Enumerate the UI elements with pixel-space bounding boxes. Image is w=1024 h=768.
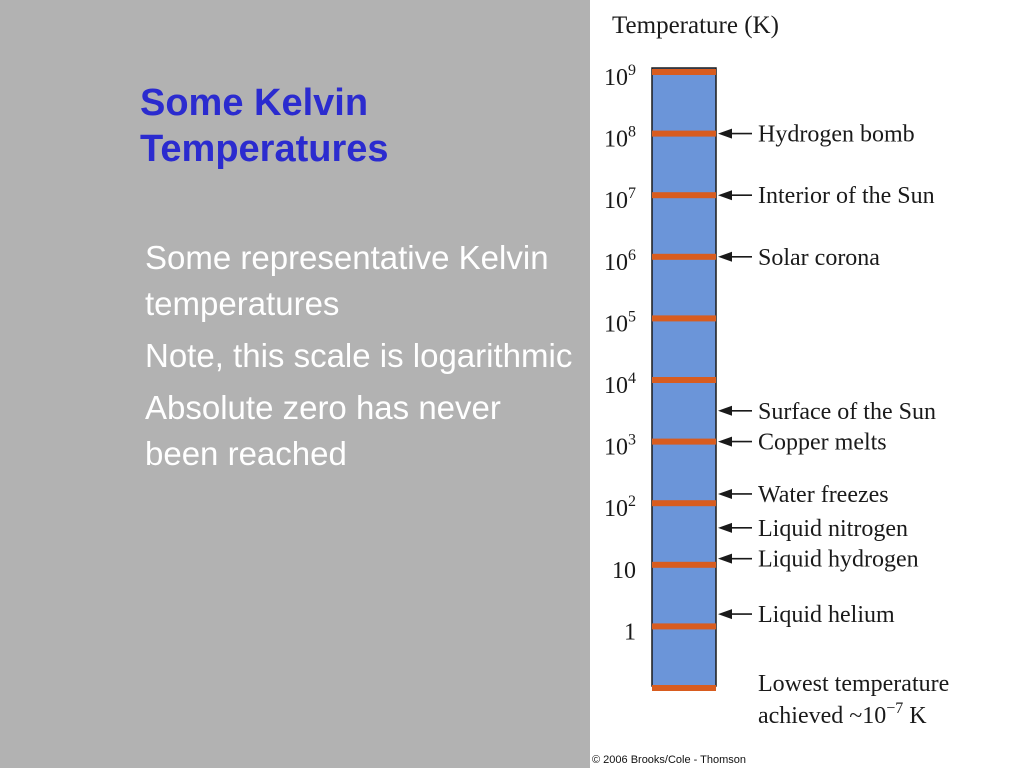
arrow-head-icon <box>718 406 732 416</box>
arrow-head-icon <box>718 252 732 262</box>
marker <box>718 602 895 628</box>
arrow-head-icon <box>718 489 732 499</box>
tick-label: $10^2$ <box>604 493 636 523</box>
marker-label: Water freezes <box>758 481 889 508</box>
temperature-scale-diagram <box>590 0 1024 768</box>
tick-band <box>652 500 716 506</box>
tick-band <box>652 315 716 321</box>
tick-band <box>652 439 716 445</box>
marker-label: Copper melts <box>758 429 887 456</box>
tick-band <box>652 131 716 137</box>
tick-label: $10^3$ <box>604 431 636 461</box>
marker <box>718 516 908 542</box>
marker <box>718 183 935 209</box>
axis-title: Temperature (K) <box>612 12 779 39</box>
tick-label: $10^5$ <box>604 308 636 338</box>
arrow-head-icon <box>718 523 732 533</box>
marker-label: Liquid helium <box>758 602 895 629</box>
tick-band <box>652 377 716 383</box>
arrow-head-icon <box>718 609 732 619</box>
tick-band <box>652 562 716 568</box>
tick-band <box>652 685 716 691</box>
marker <box>718 547 919 573</box>
tick-label: $10^4$ <box>604 370 636 399</box>
marker-label: Surface of the Sun <box>758 398 936 425</box>
slide-title: Some Kelvin Temperatures <box>140 82 389 170</box>
marker-label: Solar corona <box>758 244 880 271</box>
arrow-head-icon <box>718 190 732 200</box>
marker-label: Interior of the Sun <box>758 183 935 210</box>
arrow-head-icon <box>718 129 732 139</box>
tick-band <box>652 254 716 260</box>
bullet-item: Absolute zero has never been reached <box>145 389 501 472</box>
arrow-head-icon <box>718 437 732 447</box>
temperature-scale-svg <box>590 0 1024 768</box>
arrow-head-icon <box>718 554 732 564</box>
tick-label: $10^6$ <box>604 246 636 276</box>
tick-band <box>652 192 716 198</box>
marker-label: Liquid hydrogen <box>758 546 919 573</box>
tick-band <box>652 623 716 629</box>
marker <box>718 482 889 508</box>
tick-label: 1 <box>624 619 636 646</box>
bullet-item: Some representative Kelvin temperatures <box>145 239 549 322</box>
lowest-temperature-line1: Lowest temperature <box>758 671 950 697</box>
tick-label: $10^9$ <box>604 62 636 91</box>
marker <box>718 430 887 456</box>
bullet-list <box>145 235 575 483</box>
marker <box>718 399 936 425</box>
marker <box>718 122 915 148</box>
marker-label: Liquid nitrogen <box>758 515 908 542</box>
tick-label: $10^7$ <box>604 185 636 215</box>
bullet-item: Note, this scale is logarithmic <box>145 337 573 374</box>
tick-label: 10 <box>612 557 636 584</box>
lowest-temperature-line2: achieved $\sim 10^{-7}$ K <box>758 700 927 729</box>
tick-label: $10^8$ <box>604 123 636 153</box>
marker-layer <box>718 122 936 628</box>
marker-label: Hydrogen bomb <box>758 121 915 148</box>
copyright-credit: © 2006 Brooks/Cole - Thomson <box>592 754 747 766</box>
marker <box>718 245 880 271</box>
tick-band <box>652 69 716 75</box>
